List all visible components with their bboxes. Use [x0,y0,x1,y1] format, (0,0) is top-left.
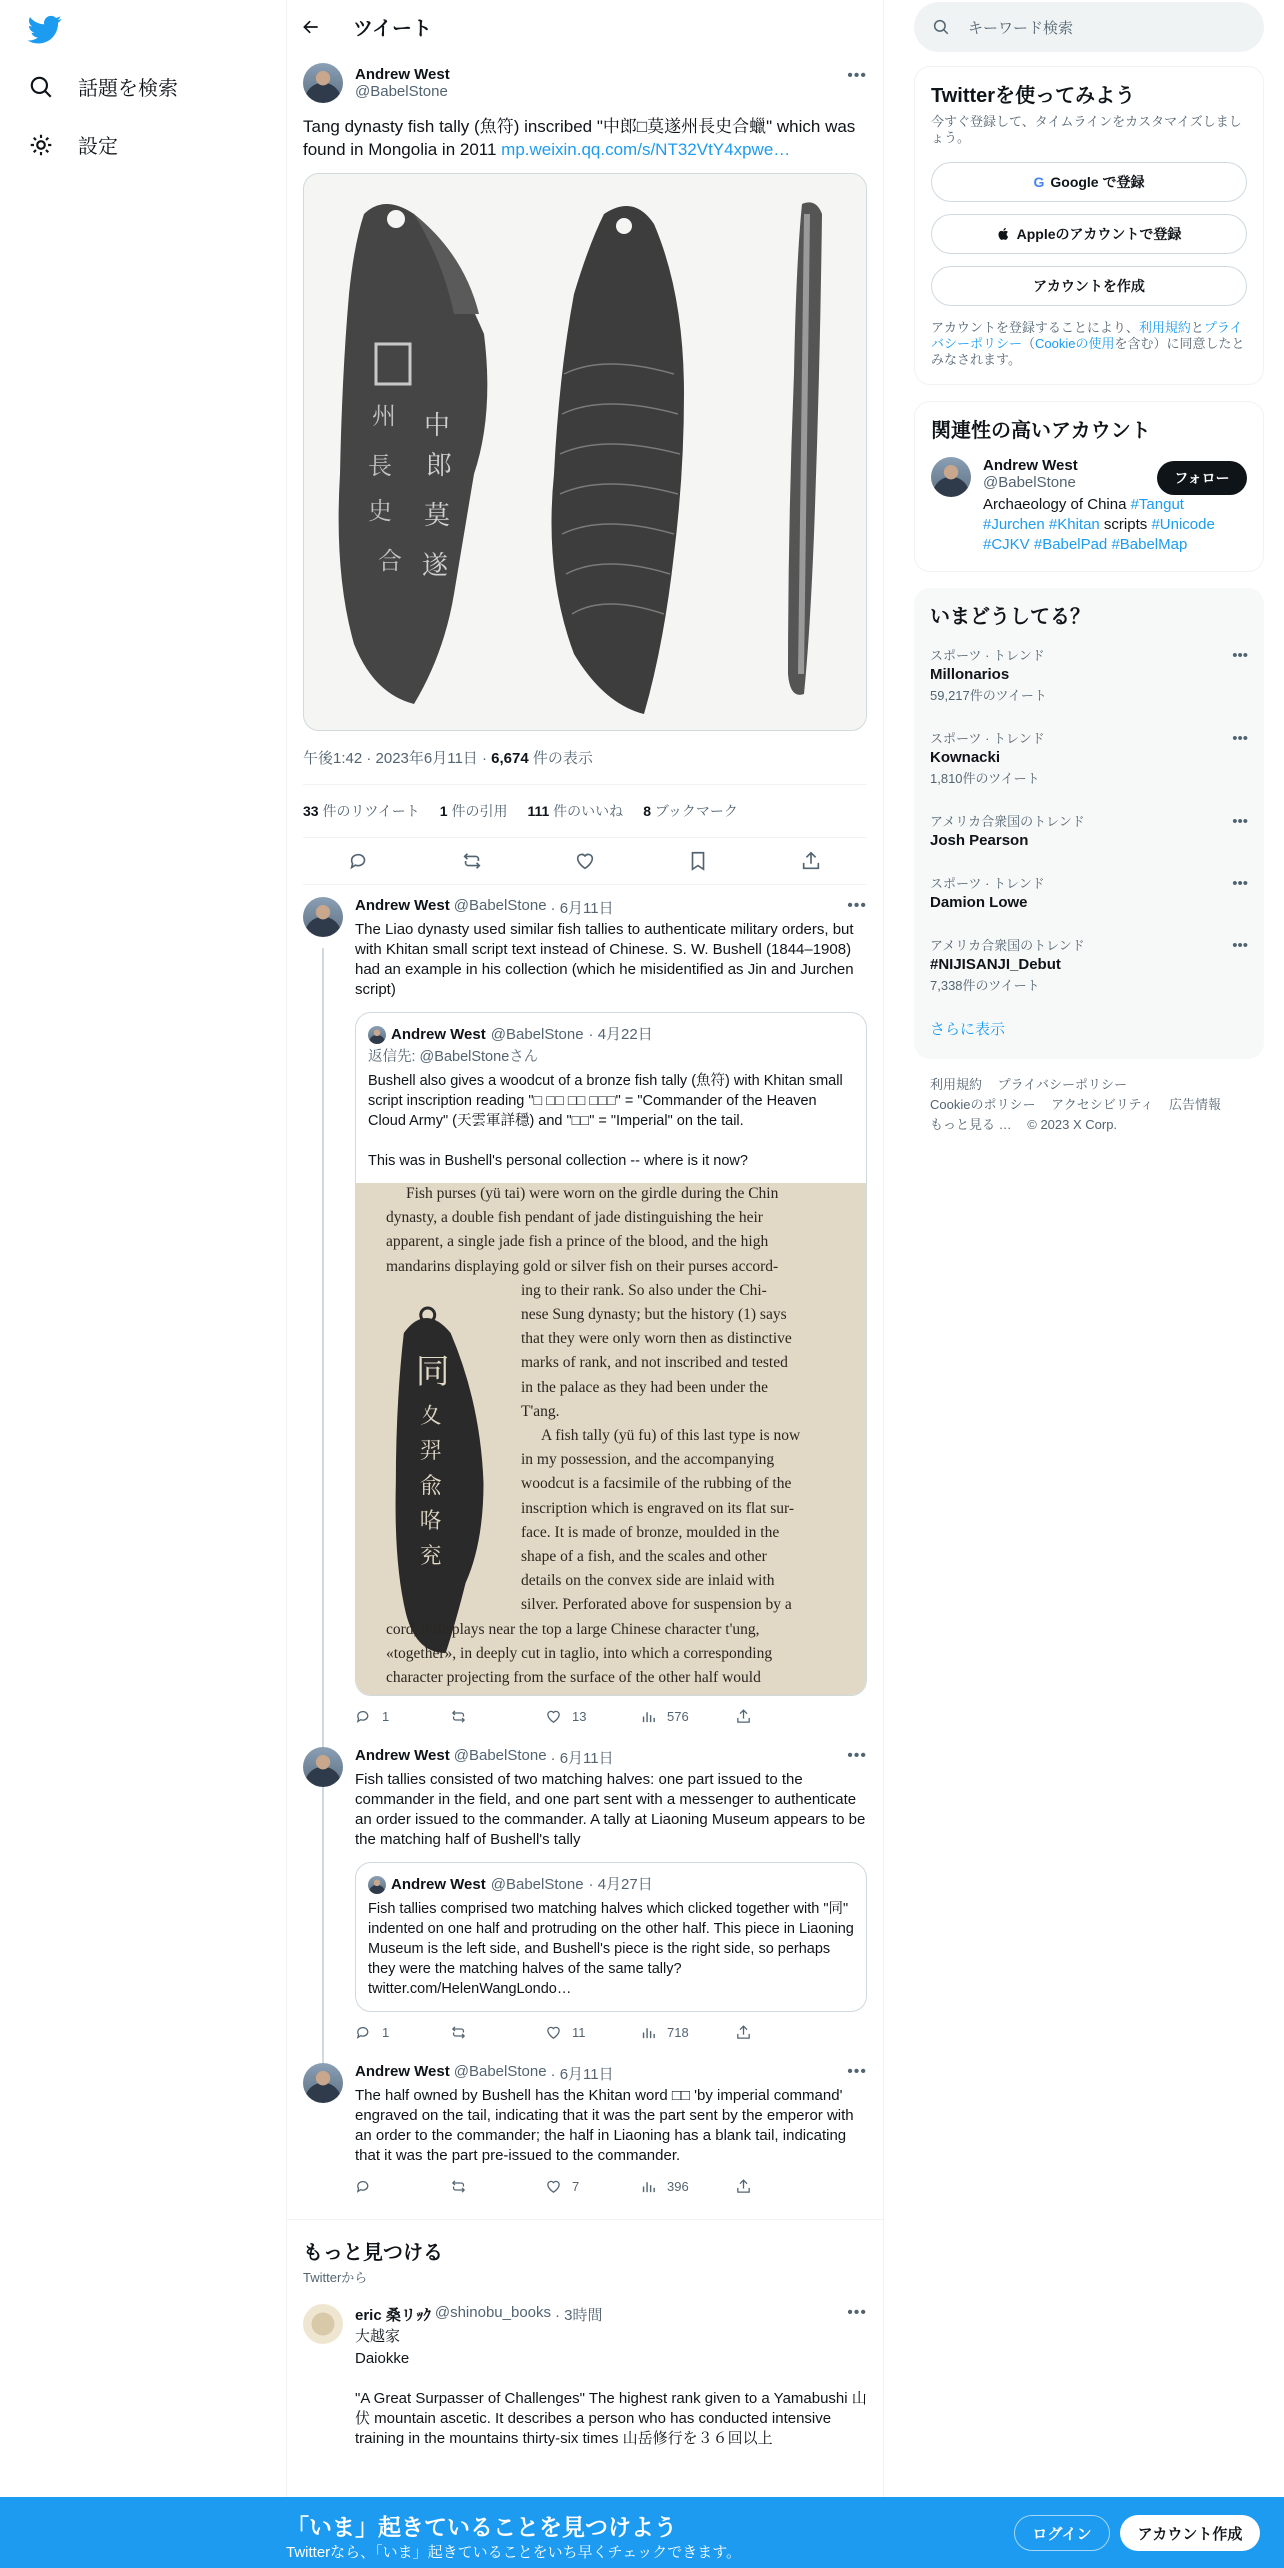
tweet-timestamp[interactable]: 午後1:42 · 2023年6月11日 · [303,750,492,767]
page-line: in the palace as they had been under the [521,1378,769,1396]
trend-item[interactable] [930,861,1248,923]
discover-more-section [287,2219,883,2286]
quote-text: Bushell also gives a woodcut of a bronze fish tally (魚符) with Khitan small script inscription reading "□ □□ □□ □□□" = "Commander of the Heaven Cloud Army" (天雲軍詳穩) and "□□" = "Imperial" on the tail. [368,1073,843,1129]
like-action[interactable] [545,2178,640,2195]
login-button[interactable]: ログイン [1014,2515,1110,2551]
quote-author-handle: @BabelStone [490,1026,584,1043]
reply-tweet[interactable] [287,2051,883,2205]
page-line: that they were only worn then as distinctive [521,1330,792,1348]
views-count: 396 [667,2179,689,2194]
reply-icon [355,2178,372,2195]
bookmark-stat[interactable] [643,801,738,821]
page-line: apparent, a single jade fish a prince of the blood, and the high [386,1233,769,1251]
svg-text:郎: 郎 [426,451,453,481]
author-name[interactable]: eric 桑リｯｸ [355,2307,431,2324]
signup-card [914,66,1264,385]
avatar [368,1026,386,1044]
like-icon [545,2178,562,2195]
svg-text:遂: 遂 [422,551,449,581]
like-count: 11 [572,2025,586,2040]
quote-text-2: This was in Bushell's personal collection -- where is it now? [368,1153,748,1169]
page-line: A fish tally (yü fu) of this last type is now [541,1427,801,1444]
svg-text:兪: 兪 [419,1473,442,1500]
related-bio [983,495,1247,555]
author-name[interactable]: Andrew West [355,2063,450,2080]
share-icon [735,2024,752,2041]
page-line: T'ang. [521,1402,560,1420]
avatar[interactable] [303,2304,343,2344]
trend-name: Damion Lowe [930,894,1028,911]
tweet-text: "A Great Surpasser of Challenges" The highest rank given to a Yamabushi 山伏 mountain ascetic. It describes a person who has conducted intensive training in the mountains thirty-six times 山岳修行を３６回以上 [355,2390,867,2447]
related-account[interactable] [931,457,1247,555]
quote-date: · 4月22日 [588,1026,653,1043]
retweet-icon [450,2178,467,2195]
svg-text:州: 州 [372,402,396,430]
apple-icon [997,226,1011,242]
create-account-label: アカウントを作成 [1033,278,1145,294]
right-sidebar [914,0,1264,1151]
svg-text:羿: 羿 [419,1438,442,1465]
signup-terms [931,320,1247,368]
svg-text:長: 長 [368,452,392,480]
avatar[interactable] [303,63,343,103]
svg-text:咯: 咯 [419,1508,442,1535]
more-options-icon[interactable]: ••• [847,2304,867,2321]
footer-link[interactable]: Cookieのポリシー [930,1097,1036,1112]
page-line: in my possession, and the accompanying [521,1451,775,1469]
apple-signup-label: Appleのアカウントで登録 [1016,226,1182,242]
like-action[interactable] [545,2024,640,2041]
page-line: shape of a fish, and the scales and other [521,1548,767,1565]
trend-category: スポーツ · トレンド [930,876,1045,891]
more-options-icon[interactable]: ••• [1232,730,1248,747]
twitter-logo-icon[interactable] [28,12,62,46]
author-name[interactable]: Andrew West [355,897,450,914]
page-line: silver. Perforated above for suspension by a [521,1596,792,1614]
trend-name: Millonarios [930,666,1010,683]
hashtag-link[interactable]: #BabelPad [1033,536,1108,553]
avatar[interactable] [931,457,971,497]
gear-icon [28,132,54,158]
views-action[interactable] [640,2024,735,2041]
retweet-count: 33 [303,803,319,819]
svg-text:合: 合 [378,547,402,575]
hashtag-link[interactable]: #CJKV [983,536,1030,553]
search-input[interactable]: キーワード検索 [968,19,1074,37]
like-icon [545,1708,562,1725]
bio-text: scripts [1099,516,1152,533]
views-count: 718 [667,2025,689,2040]
quote-text: Fish tallies comprised two matching halves which clicked together with "同" indented on one half and protruding on the other half. This piece in Liaoning Museum is the left side, and Bushell's piece is the right side, so perhaps they were the matching halves of the same tally? twitter.com/HelenWangLondo… [368,1901,854,1997]
page-line: mandarins displaying gold or silver fish on their purses accord- [386,1257,779,1275]
tweet-meta [303,747,867,785]
terms-text: と [1190,320,1204,335]
trend-count: 7,338件のツイート [930,978,1040,993]
avatar[interactable] [303,2063,343,2103]
page-line: woodcut is a facsimile of the rubbing of the [521,1475,792,1493]
tweet-text: The Liao dynasty used similar fish tallies to authenticate military orders, but with Khitan small script text instead of Chinese. S. W. Bushell (1844–1908) had an example in his collection (which he misidentified as Jin and Jurchen script) [355,921,854,998]
hashtag-link[interactable]: #Tangut [1130,496,1184,513]
share-icon [735,1708,752,1725]
discover-subtitle: Twitterから [303,2270,368,2285]
more-options-icon[interactable]: ••• [847,1747,867,1764]
bookmark-icon[interactable] [687,850,709,872]
footer-link[interactable]: プライバシーポリシー [997,1077,1127,1092]
tweet-text-line: Daiokke [355,2350,410,2367]
retweet-icon [450,2024,467,2041]
footer-link[interactable]: もっと見る … [930,1117,1012,1132]
footer-link[interactable]: 広告情報 [1169,1097,1222,1112]
more-options-icon[interactable]: ••• [847,897,867,914]
main-column [286,0,884,2568]
signup-button[interactable]: アカウント作成 [1120,2515,1260,2551]
author-name[interactable]: Andrew West [355,66,450,83]
trend-category: スポーツ · トレンド [930,648,1045,663]
page-title: ツイート [353,18,432,40]
reply-to: 返信先: @BabelStoneさん [368,1049,539,1065]
retweet-label: 件のリツイート [318,803,420,819]
avatar [368,1876,386,1894]
page-line: face. It is made of bronze, moulded in the [521,1523,780,1541]
reply-action[interactable] [355,1708,450,1725]
share-action[interactable] [735,2024,830,2041]
trend-count: 59,217件のツイート [930,688,1047,703]
show-more-link[interactable]: さらに表示 [930,1021,1006,1038]
retweet-icon[interactable] [461,850,483,872]
author-handle[interactable]: @BabelStone [453,897,547,914]
like-action[interactable] [545,1708,640,1725]
book-page-image[interactable] [356,1183,866,1695]
share-icon[interactable] [800,850,822,872]
more-options-icon[interactable]: ••• [847,67,867,84]
left-navigation [0,0,286,2568]
trend-name: #NIJISANJI_Debut [930,956,1061,973]
fish-tally-photo [304,174,867,730]
hashtag-link[interactable]: #Jurchen [983,516,1045,533]
like-icon [545,2024,562,2041]
trend-item[interactable] [930,716,1248,799]
reply-action[interactable] [355,2024,450,2041]
reply-tweet[interactable] [287,885,883,1735]
views-count: 6,674 [491,750,529,767]
google-signup-button[interactable] [931,162,1247,202]
follow-button[interactable]: フォロー [1157,461,1247,495]
trend-item[interactable] [930,923,1248,1006]
terms-text: アカウントを登録することにより、 [931,320,1139,335]
tweet-text-line: 大越家 [355,2328,401,2345]
reply-icon[interactable] [348,850,370,872]
google-icon: G [1033,174,1045,190]
svg-text:史: 史 [368,497,392,525]
views-label: 件の表示 [528,750,593,767]
bottom-bar-title: 「いま」起きていることを見つけよう [286,2514,677,2540]
tweet-actions [303,838,867,885]
terms-text: （ [1022,336,1036,351]
trends-card [914,588,1264,1059]
tweet-stats [303,785,867,838]
trend-item[interactable] [930,633,1248,716]
more-options-icon[interactable]: ••• [847,2063,867,2080]
search-icon [932,18,950,36]
terms-text: を含む）に同意したとみなされます。 [931,336,1245,367]
back-arrow-icon[interactable] [301,17,321,37]
terms-link[interactable]: 利用規約 [1138,320,1191,335]
retweet-action[interactable] [450,1708,545,1725]
page-line: cord, it displays near the top a large Chinese character t'ung, [386,1620,760,1638]
tweet-date[interactable]: · 3時間 [555,2307,603,2324]
focal-tweet [287,53,883,885]
retweet-stat[interactable] [303,801,420,821]
nav-settings[interactable] [28,130,118,159]
page-header [287,0,883,53]
svg-text:中: 中 [424,411,451,441]
page-line: ing to their rank. So also under the Chi- [521,1281,767,1299]
page-line: inscription which is engraved on its flat sur- [521,1499,795,1517]
quote-author-handle: @BabelStone [490,1876,584,1893]
quote-author-name: Andrew West [391,1026,486,1043]
related-accounts-card [914,401,1264,572]
page-line: nese Sung dynasty; but the history (1) says [521,1306,787,1323]
footer-links [914,1059,1264,1151]
hashtag-link[interactable]: #BabelMap [1111,536,1188,553]
views-icon [640,2178,657,2195]
like-icon[interactable] [574,850,596,872]
discover-title: もっと見つける [303,2242,443,2264]
nav-settings-label: 設定 [78,136,118,158]
quote-date: · 4月27日 [588,1876,653,1893]
tweet-image[interactable] [303,173,867,731]
footer-link[interactable]: 利用規約 [930,1077,983,1092]
bottom-bar-subtitle: Twitterなら、「いま」起きていることをいち早くチェックできます。 [286,2544,742,2561]
avatar[interactable] [303,1747,343,1787]
more-options-icon[interactable]: ••• [1232,647,1248,664]
book-page-text [356,1183,866,1695]
signup-subtitle: 今すぐ登録して、タイムラインをカスタマイズしましょう。 [931,114,1242,145]
search-box[interactable] [914,2,1264,52]
tweet-date[interactable]: · 6月11日 [550,900,614,917]
tweet-body: Tang dynasty fish tally (魚符) inscribed "中郎□莫遂州長史合蠟" which was found in Mongolia in 2011 [303,117,856,159]
page-line: «together», in deeply cut in taglio, into which a corresponding [386,1644,773,1662]
quoted-tweet[interactable] [355,1862,867,2012]
reply-icon [355,2024,372,2041]
related-handle[interactable]: @BabelStone [983,474,1076,491]
quoted-tweet[interactable] [355,1012,867,1696]
apple-signup-button[interactable] [931,214,1247,254]
like-count: 13 [572,1709,587,1724]
related-title: 関連性の高いアカウント [931,420,1151,442]
page-line: details on the convex side are inlaid with [521,1572,775,1590]
search-icon [28,74,54,100]
trend-count: 1,810件のツイート [930,771,1040,786]
like-count: 111 [527,803,550,819]
quote-count: 1 [439,803,448,819]
bottom-signup-bar [0,2497,1284,2568]
signup-title: Twitterを使ってみよう [931,85,1136,107]
discover-tweet[interactable] [287,2286,883,2459]
bookmark-count: 8 [643,803,651,819]
svg-text:夊: 夊 [419,1403,442,1430]
views-action[interactable] [640,1708,735,1725]
more-options-icon[interactable]: ••• [1232,937,1248,954]
trend-item[interactable] [930,799,1248,861]
retweet-icon [450,1708,467,1725]
quote-author-name: Andrew West [391,1876,486,1893]
google-signup-label: Google で登録 [1050,174,1145,190]
tweet-text: The half owned by Bushell has the Khitan word □□ 'by imperial command' engraved on the tail, indicating that it was the part sent by the emperor with an order to the commander; the half in Liaoning has a blank tail, indicating that it was the part pre-issued to the commander. [355,2087,854,2164]
reply-icon [355,1708,372,1725]
create-account-button[interactable] [931,266,1247,306]
footer-link[interactable]: アクセシビリティ [1051,1097,1154,1112]
reply-actions [355,2024,867,2041]
views-action[interactable] [640,2178,735,2195]
page-line: dynasty, a double fish pendant of jade distinguishing the heir [386,1209,763,1227]
like-count: 7 [572,2179,580,2194]
tweet-text [303,115,867,161]
svg-text:同: 同 [415,1352,450,1393]
retweet-action[interactable] [450,2178,545,2195]
retweet-action[interactable] [450,2024,545,2041]
trend-category: アメリカ合衆国のトレンド [930,814,1085,829]
bio-text: Archaeology of China [983,496,1131,513]
tweet-date[interactable]: · 6月11日 [550,2066,614,2083]
tweet-link[interactable]: mp.weixin.qq.com/s/NT32VtY4xpwe… [501,140,791,159]
hashtag-link[interactable]: #Unicode [1151,516,1215,533]
reply-count: 1 [382,2025,390,2040]
views-icon [640,1708,657,1725]
trend-category: スポーツ · トレンド [930,731,1045,746]
avatar[interactable] [303,897,343,937]
trends-title: いまどうしてる？ [930,606,1090,628]
trend-list [930,633,1248,1006]
trend-name: Kownacki [930,749,1001,766]
page-line: Fish purses (yü tai) were worn on the girdle during the Chin [406,1185,779,1202]
reply-count: 1 [382,1709,390,1724]
related-name[interactable]: Andrew West [983,457,1078,474]
share-action[interactable] [735,1708,830,1725]
reply-tweet[interactable] [287,1735,883,2051]
share-icon [735,2178,752,2195]
cookie-link[interactable]: Cookieの使用 [1035,336,1115,351]
svg-text:兖: 兖 [419,1543,442,1570]
hashtag-link[interactable]: #Khitan [1048,516,1100,533]
nav-explore-label: 話題を検索 [78,78,178,100]
author-handle[interactable]: @shinobu_books [434,2304,551,2321]
author-handle[interactable]: @BabelStone [355,83,448,100]
tweet-text: Fish tallies consisted of two matching halves: one part issued to the commander in the field, and one part sent with a messenger to authenticate an order issued to the commander. A tally at Liaoning Museum appears to be the matching half of Bushell's tally [355,1771,866,1848]
nav-explore[interactable] [28,72,178,101]
page-line: character projecting from the surface of the other half would [386,1669,761,1686]
quote-stat[interactable] [440,801,508,821]
page-line: marks of rank, and not inscribed and tested [521,1354,788,1372]
share-action[interactable] [735,2178,830,2195]
tweet-date[interactable]: · 6月11日 [550,1750,614,1767]
like-label: 件のいいね [549,803,624,819]
trend-name: Josh Pearson [930,832,1029,849]
svg-text:莫: 莫 [424,501,451,531]
privacy-link[interactable]: プライバシーポリシー [931,320,1243,351]
copyright: © 2023 X Corp. [1027,1117,1118,1132]
author-handle[interactable]: @BabelStone [453,2063,547,2080]
author-handle[interactable]: @BabelStone [453,1747,547,1764]
reply-actions [355,1708,867,1725]
views-icon [640,2024,657,2041]
author-name[interactable]: Andrew West [355,1747,450,1764]
views-count: 576 [667,1709,689,1724]
reply-action[interactable] [355,2178,450,2195]
reply-actions [355,2178,867,2195]
trend-category: アメリカ合衆国のトレンド [930,938,1085,953]
quote-label: 件の引用 [447,803,508,819]
bookmark-label: ブックマーク [650,803,738,819]
more-options-icon[interactable]: ••• [1232,875,1248,892]
like-stat[interactable] [527,801,623,821]
more-options-icon[interactable]: ••• [1232,813,1248,830]
